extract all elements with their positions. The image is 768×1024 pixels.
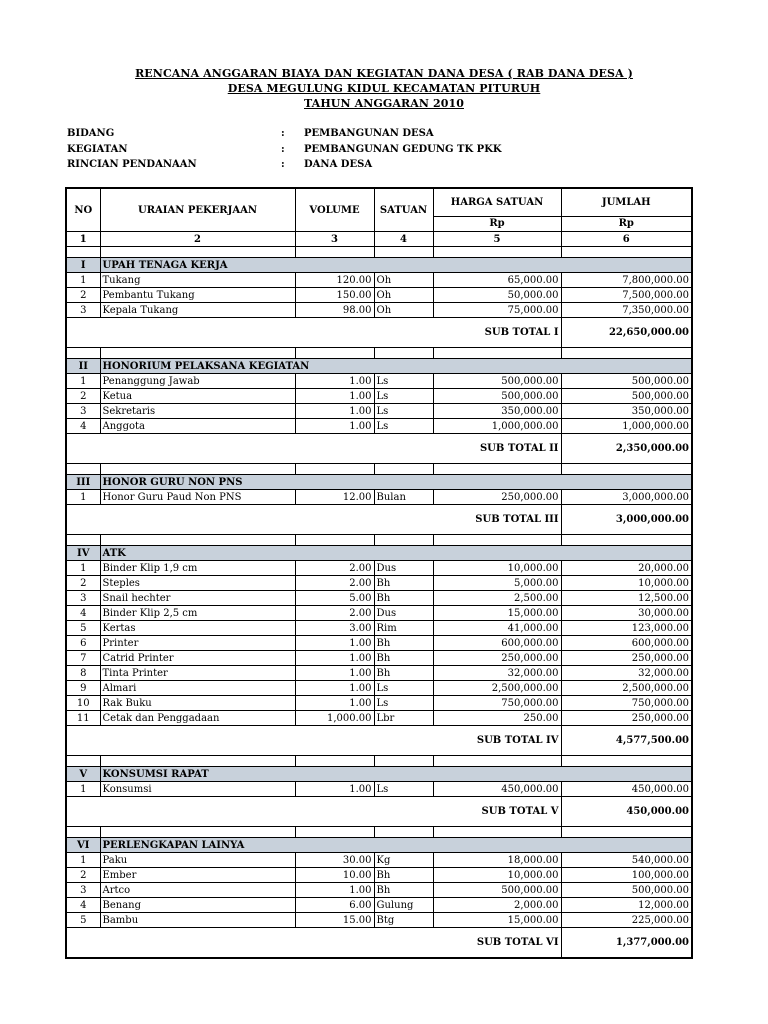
item-jumlah: 32,000.00 [561, 666, 692, 681]
spacer-cell [433, 464, 561, 475]
table-row [66, 666, 692, 681]
spacer-cell [433, 756, 561, 767]
item-jumlah: 225,000.00 [561, 913, 692, 928]
subtotal-spacer [66, 505, 433, 535]
item-harga-satuan: 750,000.00 [433, 696, 561, 711]
table-row [66, 419, 692, 434]
item-uraian: Kepala Tukang [100, 303, 295, 318]
header-row [66, 188, 692, 216]
item-no: 2 [66, 389, 100, 404]
spacer-cell [561, 535, 692, 546]
item-uraian: Tinta Printer [100, 666, 295, 681]
subtotal-spacer [66, 726, 433, 756]
table-row [66, 389, 692, 404]
info-value: DANA DESA [304, 159, 373, 170]
header-jumlah-unit: Rp [561, 216, 692, 231]
item-no: 4 [66, 898, 100, 913]
item-uraian: Tukang [100, 273, 295, 288]
item-satuan: Dus [374, 606, 433, 621]
item-harga-satuan: 250,000.00 [433, 651, 561, 666]
item-harga-satuan: 500,000.00 [433, 374, 561, 389]
spacer-cell [100, 535, 295, 546]
section-header-row [66, 258, 692, 273]
item-satuan: Dus [374, 561, 433, 576]
item-jumlah: 250,000.00 [561, 651, 692, 666]
item-harga-satuan: 10,000.00 [433, 561, 561, 576]
item-volume: 30.00 [295, 853, 374, 868]
item-uraian: Steples [100, 576, 295, 591]
item-jumlah: 1,000,000.00 [561, 419, 692, 434]
item-harga-satuan: 15,000.00 [433, 913, 561, 928]
item-harga-satuan: 65,000.00 [433, 273, 561, 288]
spacer-cell [433, 535, 561, 546]
spacer-cell [561, 247, 692, 258]
section-number: II [66, 359, 100, 374]
subtotal-spacer [66, 434, 433, 464]
item-uraian: Honor Guru Paud Non PNS [100, 490, 295, 505]
item-no: 1 [66, 853, 100, 868]
item-no: 5 [66, 913, 100, 928]
table-row [66, 868, 692, 883]
item-no: 11 [66, 711, 100, 726]
item-volume: 15.00 [295, 913, 374, 928]
spacer-row [66, 535, 692, 546]
item-jumlah: 7,500,000.00 [561, 288, 692, 303]
column-index: 5 [433, 232, 561, 247]
item-satuan: Ls [374, 782, 433, 797]
spacer-cell [66, 535, 100, 546]
spacer-cell [66, 756, 100, 767]
item-uraian: Printer [100, 636, 295, 651]
item-harga-satuan: 15,000.00 [433, 606, 561, 621]
subtotal-label: SUB TOTAL V [433, 797, 561, 827]
section-title: UPAH TENAGA KERJA [100, 258, 692, 273]
item-uraian: Konsumsi [100, 782, 295, 797]
subtotal-amount: 3,000,000.00 [561, 505, 692, 535]
spacer-cell [374, 535, 433, 546]
item-volume: 1.00 [295, 666, 374, 681]
item-uraian: Ketua [100, 389, 295, 404]
item-jumlah: 600,000.00 [561, 636, 692, 651]
info-separator: : [281, 128, 285, 139]
item-satuan: Ls [374, 419, 433, 434]
item-satuan: Rim [374, 621, 433, 636]
item-satuan: Oh [374, 288, 433, 303]
item-harga-satuan: 5,000.00 [433, 576, 561, 591]
info-label: KEGIATAN [67, 144, 128, 155]
spacer-cell [100, 827, 295, 838]
doc-title-line1: RENCANA ANGGARAN BIAYA DAN KEGIATAN DANA DESA ( RAB DANA DESA ) [135, 67, 633, 80]
item-satuan: Bulan [374, 490, 433, 505]
budget-table-body [66, 247, 692, 959]
subtotal-spacer [66, 928, 433, 959]
item-volume: 1.00 [295, 651, 374, 666]
table-row [66, 606, 692, 621]
item-no: 6 [66, 636, 100, 651]
item-harga-satuan: 50,000.00 [433, 288, 561, 303]
item-uraian: Cetak dan Penggadaan [100, 711, 295, 726]
item-no: 5 [66, 621, 100, 636]
subtotal-label: SUB TOTAL II [433, 434, 561, 464]
subtotal-row [66, 505, 692, 535]
item-uraian: Snail hechter [100, 591, 295, 606]
item-no: 10 [66, 696, 100, 711]
item-volume: 1.00 [295, 883, 374, 898]
item-jumlah: 500,000.00 [561, 883, 692, 898]
spacer-cell [66, 827, 100, 838]
item-satuan: Ls [374, 374, 433, 389]
item-satuan: Ls [374, 696, 433, 711]
spacer-row [66, 464, 692, 475]
table-row [66, 404, 692, 419]
header-harga-unit: Rp [433, 216, 561, 231]
item-uraian: Penanggung Jawab [100, 374, 295, 389]
item-volume: 1.00 [295, 782, 374, 797]
section-number: I [66, 258, 100, 273]
item-no: 3 [66, 591, 100, 606]
item-harga-satuan: 1,000,000.00 [433, 419, 561, 434]
item-harga-satuan: 250.00 [433, 711, 561, 726]
item-harga-satuan: 75,000.00 [433, 303, 561, 318]
item-volume: 98.00 [295, 303, 374, 318]
subtotal-label: SUB TOTAL IV [433, 726, 561, 756]
budget-table [65, 187, 693, 959]
item-satuan: Bh [374, 591, 433, 606]
spacer-cell [295, 247, 374, 258]
item-uraian: Rak Buku [100, 696, 295, 711]
table-row [66, 651, 692, 666]
item-harga-satuan: 450,000.00 [433, 782, 561, 797]
spacer-cell [295, 535, 374, 546]
spacer-cell [561, 827, 692, 838]
info-value: PEMBANGUNAN DESA [304, 128, 434, 139]
item-no: 2 [66, 868, 100, 883]
section-header-row [66, 546, 692, 561]
item-satuan: Ls [374, 681, 433, 696]
spacer-cell [100, 348, 295, 359]
item-uraian: Kertas [100, 621, 295, 636]
item-harga-satuan: 600,000.00 [433, 636, 561, 651]
item-jumlah: 123,000.00 [561, 621, 692, 636]
item-uraian: Binder Klip 2,5 cm [100, 606, 295, 621]
spacer-cell [374, 348, 433, 359]
column-index: 4 [374, 232, 433, 247]
item-satuan: Bh [374, 666, 433, 681]
section-title: ATK [100, 546, 692, 561]
table-row [66, 913, 692, 928]
item-satuan: Bh [374, 883, 433, 898]
table-row [66, 782, 692, 797]
spacer-cell [66, 464, 100, 475]
item-harga-satuan: 10,000.00 [433, 868, 561, 883]
spacer-cell [374, 464, 433, 475]
spacer-cell [66, 348, 100, 359]
item-uraian: Sekretaris [100, 404, 295, 419]
item-uraian: Anggota [100, 419, 295, 434]
item-satuan: Kg [374, 853, 433, 868]
subtotal-amount: 22,650,000.00 [561, 318, 692, 348]
subtotal-amount: 4,577,500.00 [561, 726, 692, 756]
spacer-cell [374, 247, 433, 258]
item-volume: 6.00 [295, 898, 374, 913]
item-no: 1 [66, 490, 100, 505]
item-no: 1 [66, 374, 100, 389]
table-row [66, 898, 692, 913]
item-volume: 2.00 [295, 561, 374, 576]
item-jumlah: 7,800,000.00 [561, 273, 692, 288]
item-volume: 150.00 [295, 288, 374, 303]
spacer-cell [433, 247, 561, 258]
item-volume: 1.00 [295, 696, 374, 711]
subtotal-spacer [66, 318, 433, 348]
item-jumlah: 100,000.00 [561, 868, 692, 883]
item-jumlah: 750,000.00 [561, 696, 692, 711]
spacer-cell [433, 827, 561, 838]
item-no: 2 [66, 288, 100, 303]
subtotal-row [66, 726, 692, 756]
item-harga-satuan: 32,000.00 [433, 666, 561, 681]
item-volume: 3.00 [295, 621, 374, 636]
spacer-cell [295, 464, 374, 475]
spacer-cell [66, 247, 100, 258]
header-satuan: SATUAN [374, 188, 433, 232]
subtotal-amount: 450,000.00 [561, 797, 692, 827]
table-row [66, 288, 692, 303]
subtotal-row [66, 318, 692, 348]
item-volume: 1.00 [295, 681, 374, 696]
info-separator: : [281, 144, 285, 155]
item-uraian: Binder Klip 1,9 cm [100, 561, 295, 576]
table-row [66, 636, 692, 651]
section-title: PERLENGKAPAN LAINYA [100, 838, 692, 853]
table-row [66, 490, 692, 505]
item-uraian: Artco [100, 883, 295, 898]
spacer-cell [295, 756, 374, 767]
column-index: 1 [66, 232, 100, 247]
item-jumlah: 12,500.00 [561, 591, 692, 606]
subtotal-spacer [66, 797, 433, 827]
table-row [66, 561, 692, 576]
column-index: 6 [561, 232, 692, 247]
subtotal-row [66, 797, 692, 827]
item-volume: 120.00 [295, 273, 374, 288]
section-number: IV [66, 546, 100, 561]
item-harga-satuan: 2,000.00 [433, 898, 561, 913]
item-satuan: Gulung [374, 898, 433, 913]
item-no: 8 [66, 666, 100, 681]
item-uraian: Ember [100, 868, 295, 883]
item-jumlah: 2,500,000.00 [561, 681, 692, 696]
section-header-row [66, 475, 692, 490]
item-no: 1 [66, 273, 100, 288]
item-jumlah: 3,000,000.00 [561, 490, 692, 505]
item-satuan: Ls [374, 389, 433, 404]
item-no: 9 [66, 681, 100, 696]
spacer-cell [374, 827, 433, 838]
item-volume: 12.00 [295, 490, 374, 505]
column-index: 3 [295, 232, 374, 247]
item-harga-satuan: 18,000.00 [433, 853, 561, 868]
item-satuan: Bh [374, 576, 433, 591]
table-row [66, 576, 692, 591]
subtotal-label: SUB TOTAL I [433, 318, 561, 348]
spacer-cell [374, 756, 433, 767]
table-row [66, 303, 692, 318]
table-row [66, 853, 692, 868]
doc-title-line2: DESA MEGULUNG KIDUL KECAMATAN PITURUH [227, 82, 541, 95]
item-harga-satuan: 41,000.00 [433, 621, 561, 636]
item-jumlah: 450,000.00 [561, 782, 692, 797]
section-header-row [66, 359, 692, 374]
item-volume: 5.00 [295, 591, 374, 606]
subtotal-label: SUB TOTAL VI [433, 928, 561, 959]
header-volume: VOLUME [295, 188, 374, 232]
item-volume: 1.00 [295, 404, 374, 419]
header-harga-satuan: HARGA SATUAN [433, 188, 561, 216]
item-volume: 1.00 [295, 636, 374, 651]
section-title: HONORIUM PELAKSANA KEGIATAN [100, 359, 692, 374]
item-jumlah: 10,000.00 [561, 576, 692, 591]
item-uraian: Catrid Printer [100, 651, 295, 666]
item-jumlah: 500,000.00 [561, 374, 692, 389]
item-jumlah: 540,000.00 [561, 853, 692, 868]
subtotal-amount: 2,350,000.00 [561, 434, 692, 464]
spacer-cell [561, 464, 692, 475]
subtotal-row [66, 434, 692, 464]
column-index-row [66, 232, 692, 247]
section-title: HONOR GURU NON PNS [100, 475, 692, 490]
item-volume: 10.00 [295, 868, 374, 883]
table-row [66, 681, 692, 696]
spacer-cell [295, 348, 374, 359]
spacer-cell [295, 827, 374, 838]
item-harga-satuan: 2,500.00 [433, 591, 561, 606]
section-title: KONSUMSI RAPAT [100, 767, 692, 782]
item-volume: 2.00 [295, 576, 374, 591]
table-row [66, 273, 692, 288]
spacer-cell [100, 756, 295, 767]
item-no: 7 [66, 651, 100, 666]
table-row [66, 621, 692, 636]
item-uraian: Benang [100, 898, 295, 913]
item-harga-satuan: 350,000.00 [433, 404, 561, 419]
item-no: 1 [66, 782, 100, 797]
item-satuan: Lbr [374, 711, 433, 726]
item-satuan: Btg [374, 913, 433, 928]
spacer-cell [100, 247, 295, 258]
item-volume: 1,000.00 [295, 711, 374, 726]
spacer-row [66, 247, 692, 258]
item-harga-satuan: 250,000.00 [433, 490, 561, 505]
item-no: 3 [66, 883, 100, 898]
section-header-row [66, 767, 692, 782]
item-no: 1 [66, 561, 100, 576]
table-row [66, 591, 692, 606]
item-harga-satuan: 500,000.00 [433, 389, 561, 404]
header-uraian: URAIAN PEKERJAAN [100, 188, 295, 232]
item-no: 4 [66, 419, 100, 434]
item-satuan: Bh [374, 868, 433, 883]
subtotal-row [66, 928, 692, 959]
section-number: VI [66, 838, 100, 853]
info-label: RINCIAN PENDANAAN [67, 159, 197, 170]
item-jumlah: 250,000.00 [561, 711, 692, 726]
spacer-cell [561, 756, 692, 767]
section-header-row [66, 838, 692, 853]
item-uraian: Paku [100, 853, 295, 868]
doc-title-line3: TAHUN ANGGARAN 2010 [304, 97, 464, 110]
spacer-row [66, 827, 692, 838]
item-jumlah: 12,000.00 [561, 898, 692, 913]
item-uraian: Almari [100, 681, 295, 696]
spacer-row [66, 348, 692, 359]
item-satuan: Oh [374, 303, 433, 318]
header-no: NO [66, 188, 100, 232]
subtotal-amount: 1,377,000.00 [561, 928, 692, 959]
section-number: V [66, 767, 100, 782]
item-uraian: Bambu [100, 913, 295, 928]
item-jumlah: 30,000.00 [561, 606, 692, 621]
subtotal-label: SUB TOTAL III [433, 505, 561, 535]
spacer-row [66, 756, 692, 767]
spacer-cell [433, 348, 561, 359]
item-volume: 1.00 [295, 419, 374, 434]
item-jumlah: 500,000.00 [561, 389, 692, 404]
item-jumlah: 350,000.00 [561, 404, 692, 419]
info-label: BIDANG [67, 128, 115, 139]
spacer-cell [561, 348, 692, 359]
section-number: III [66, 475, 100, 490]
item-harga-satuan: 500,000.00 [433, 883, 561, 898]
item-no: 4 [66, 606, 100, 621]
info-value: PEMBANGUNAN GEDUNG TK PKK [304, 144, 502, 155]
item-volume: 2.00 [295, 606, 374, 621]
item-satuan: Ls [374, 404, 433, 419]
table-row [66, 696, 692, 711]
spacer-cell [100, 464, 295, 475]
item-satuan: Bh [374, 651, 433, 666]
item-satuan: Oh [374, 273, 433, 288]
item-no: 3 [66, 404, 100, 419]
table-row [66, 883, 692, 898]
item-no: 2 [66, 576, 100, 591]
table-row [66, 374, 692, 389]
column-index: 2 [100, 232, 295, 247]
table-row [66, 711, 692, 726]
item-satuan: Bh [374, 636, 433, 651]
item-jumlah: 20,000.00 [561, 561, 692, 576]
item-volume: 1.00 [295, 374, 374, 389]
info-separator: : [281, 159, 285, 170]
header-jumlah: JUMLAH [561, 188, 692, 216]
item-uraian: Pembantu Tukang [100, 288, 295, 303]
item-no: 3 [66, 303, 100, 318]
item-volume: 1.00 [295, 389, 374, 404]
item-harga-satuan: 2,500,000.00 [433, 681, 561, 696]
item-jumlah: 7,350,000.00 [561, 303, 692, 318]
